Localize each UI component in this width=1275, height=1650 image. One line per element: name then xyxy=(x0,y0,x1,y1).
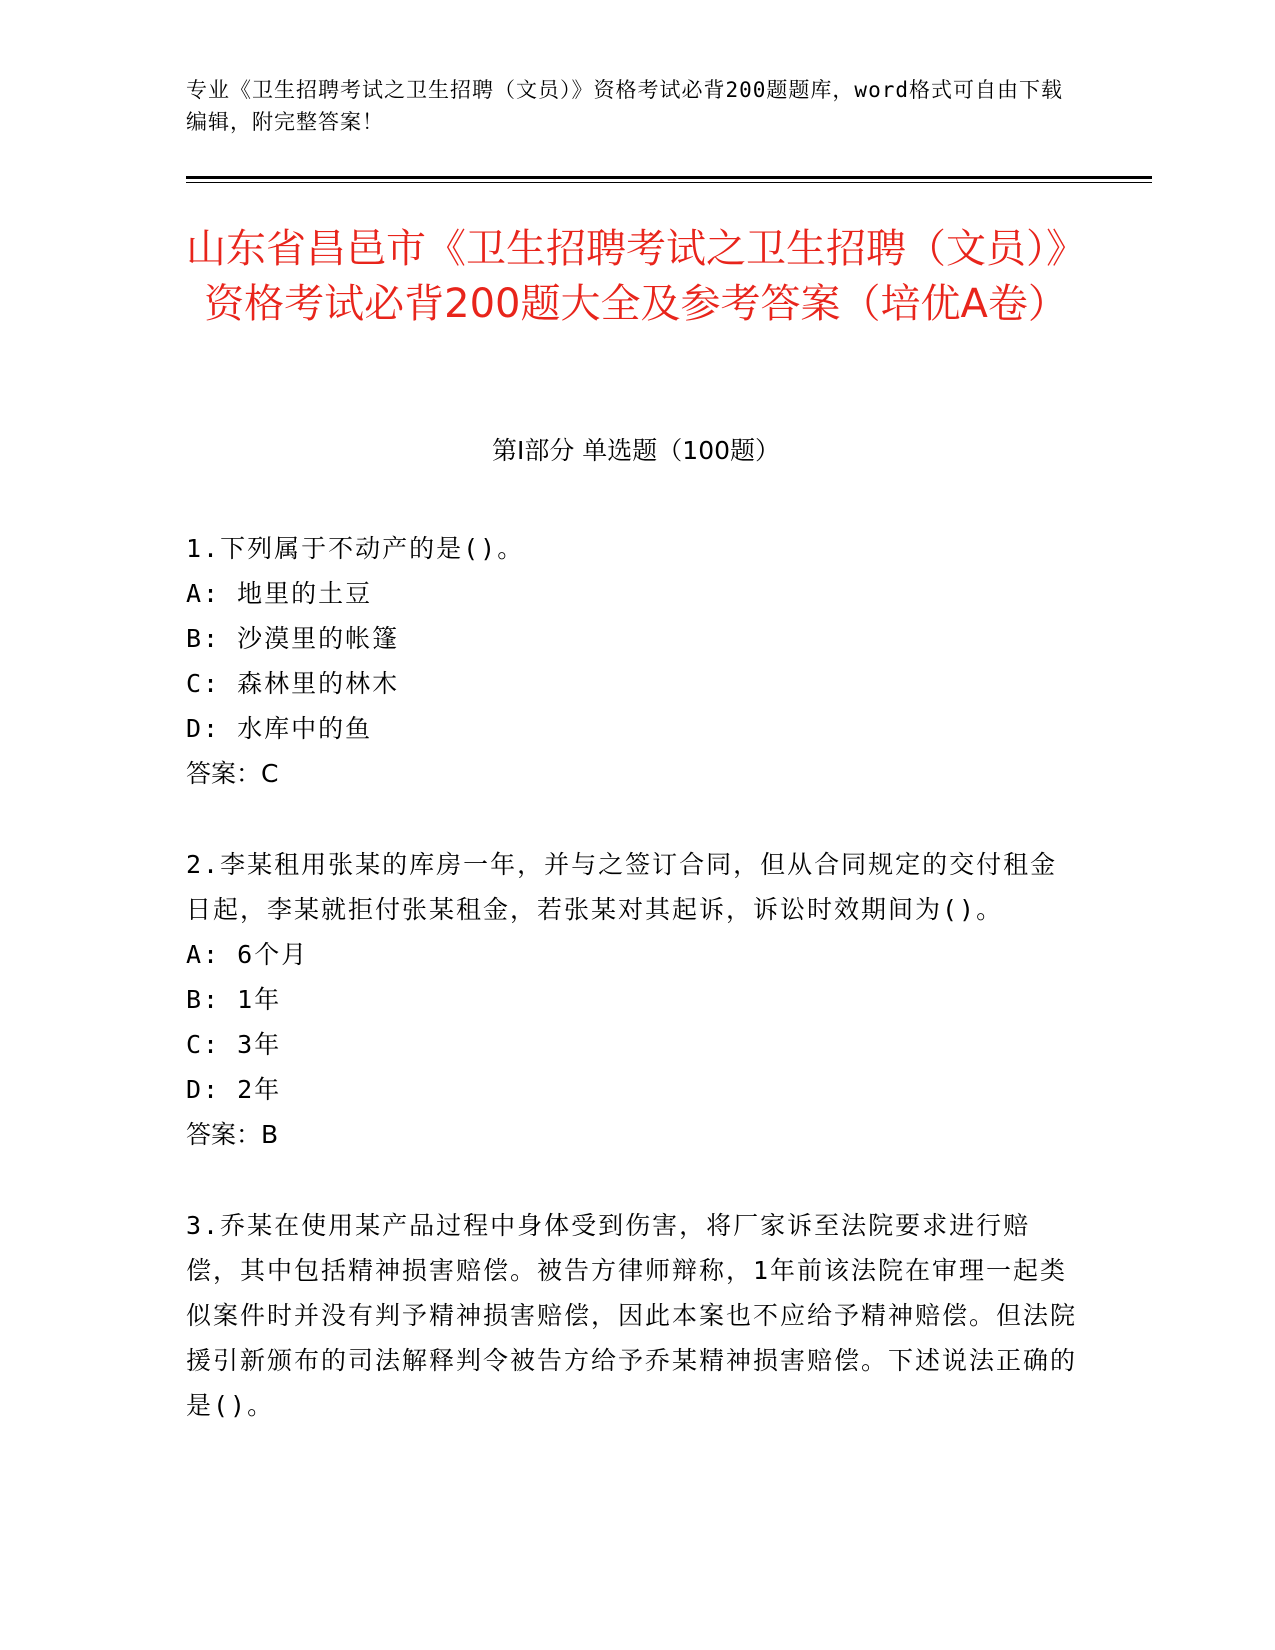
option-a: A: 地里的土豆 xyxy=(186,579,373,608)
header-note: 专业《卫生招聘考试之卫生招聘（文员）》资格考试必背200题题库，word格式可自由下载编辑，附完整答案！ xyxy=(186,78,1063,134)
question-answer: 答案：C xyxy=(186,759,279,788)
question-1 xyxy=(186,526,1081,796)
section-heading: 第Ⅰ部分 单选题（100题） xyxy=(491,436,781,465)
option-c: C: 3年 xyxy=(186,1030,282,1059)
question-stem: 3.乔某在使用某产品过程中身体受到伤害，将厂家诉至法院要求进行赔偿，其中包括精神损害赔偿。被告方律师辩称，1年前该法院在审理一起类似案件时并没有判予精神损害赔偿，因此本案也不应给予精神赔偿。但法院援引新颁布的司法解释判令被告方给予乔某精神损害赔偿。下述说法正确的是()。 xyxy=(186,1211,1078,1420)
option-b: B: 沙漠里的帐篷 xyxy=(186,624,400,653)
option-b: B: 1年 xyxy=(186,985,282,1014)
header-divider-thin xyxy=(186,182,1152,183)
question-stem: 1.下列属于不动产的是()。 xyxy=(186,534,525,563)
option-d: D: 2年 xyxy=(186,1075,282,1104)
question-2 xyxy=(186,842,1081,1157)
option-a: A: 6个月 xyxy=(186,940,309,969)
question-list xyxy=(186,526,1081,1474)
question-3 xyxy=(186,1203,1081,1428)
option-d: D: 水库中的鱼 xyxy=(186,714,373,743)
question-stem: 2.李某租用张某的库房一年，并与之签订合同，但从合同规定的交付租金日起，李某就拒付张某租金，若张某对其起诉，诉讼时效期间为()。 xyxy=(186,850,1058,924)
question-answer: 答案：B xyxy=(186,1120,279,1149)
option-c: C: 森林里的林木 xyxy=(186,669,400,698)
header-divider-thick xyxy=(186,176,1152,179)
document-title: 山东省昌邑市《卫生招聘考试之卫生招聘（文员）》资格考试必背200题大全及参考答案（培优A卷） xyxy=(186,226,1086,327)
